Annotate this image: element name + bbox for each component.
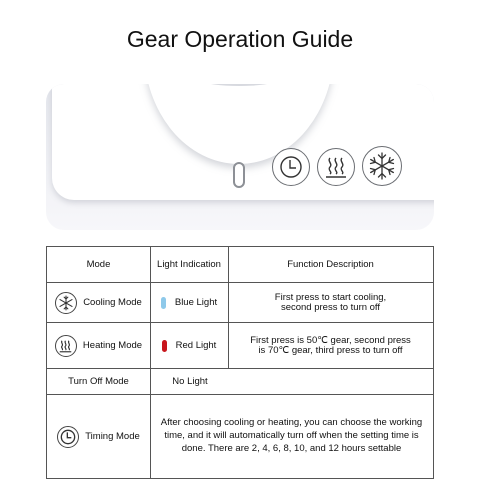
table-row-heating: [47, 323, 433, 369]
header-mode: Mode: [86, 259, 111, 270]
function-line: second press to turn off: [280, 301, 381, 313]
mode-label: Heating Mode: [82, 340, 143, 351]
operation-table: [46, 246, 434, 479]
mode-cell: [47, 323, 150, 368]
timer-icon: [279, 155, 303, 179]
red-light-indicator: [162, 340, 167, 352]
mode-label: Turn Off Mode: [68, 376, 129, 387]
light-label: No Light: [172, 376, 208, 387]
indicator-light: [233, 162, 245, 188]
header-function: Function Description: [287, 259, 374, 270]
light-label: Blue Light: [174, 297, 218, 308]
blue-light-indicator: [161, 297, 166, 309]
mode-label: Timing Mode: [85, 431, 140, 442]
mode-cell: [47, 283, 150, 322]
function-line: First press is 50℃ gear, second press: [250, 334, 411, 346]
mode-cell: [47, 395, 150, 478]
snowflake-icon: [367, 151, 397, 181]
light-label: Red Light: [175, 340, 217, 351]
light-cell: [150, 283, 228, 322]
table-row-turn-off: [47, 369, 433, 395]
function-cell: [228, 283, 433, 322]
timer-button[interactable]: [272, 148, 310, 186]
lid-rim: [204, 84, 274, 86]
snowflake-icon: [55, 292, 77, 314]
page-title: Gear Operation Guide: [126, 26, 354, 52]
mode-label: Cooling Mode: [83, 297, 142, 308]
table-header-row: [47, 247, 433, 283]
function-line: is 70℃ gear, third press to turn off: [258, 344, 403, 356]
heating-icon: [55, 335, 77, 357]
heating-button[interactable]: [317, 148, 355, 186]
function-cell: [228, 323, 433, 368]
heating-icon: [323, 155, 349, 179]
header-light: Light Indication: [157, 259, 221, 270]
function-cell: After choosing cooling or heating, you can choose the working time, and it will automatically turn off when the setting time is done. There are 2, 4, 6, 8, 10, and 12 hours settable: [160, 417, 423, 454]
cooling-button[interactable]: [362, 146, 402, 186]
table-row-cooling: [47, 283, 433, 323]
table-row-timing: [47, 395, 433, 478]
timer-icon: [57, 426, 79, 448]
function-line: First press to start cooling,: [274, 291, 387, 303]
light-cell: [150, 323, 228, 368]
